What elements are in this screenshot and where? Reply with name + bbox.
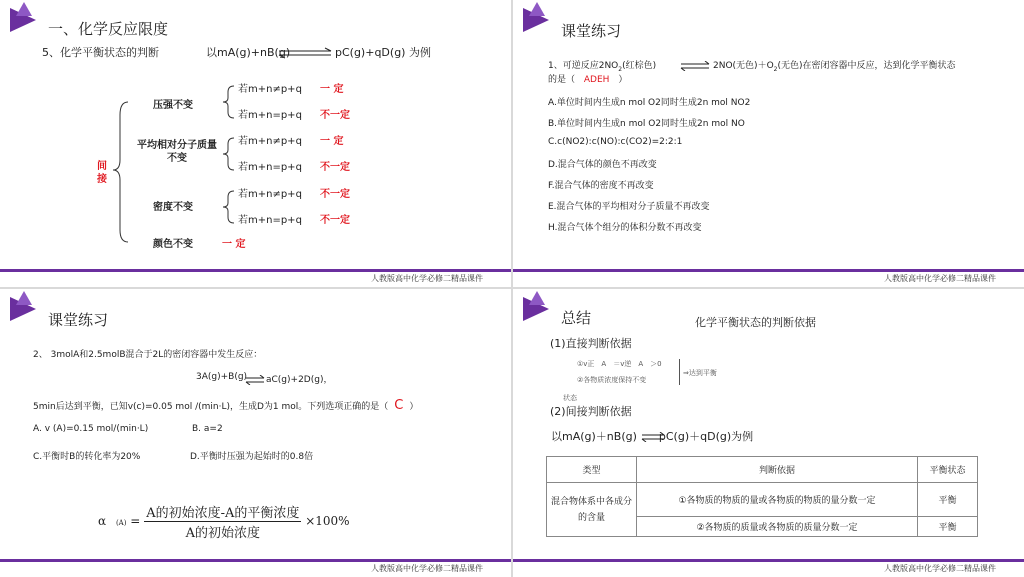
direct-rule-2: ②各物质浓度保持不变 bbox=[577, 376, 647, 384]
condition-text: 若m+n=p+q bbox=[238, 162, 302, 173]
option-a: A. v (A)=0.15 mol/(min·L) bbox=[33, 424, 149, 434]
footer-line bbox=[513, 269, 1024, 272]
answer-text: ADEH bbox=[583, 75, 610, 85]
conversion-formula bbox=[98, 502, 350, 541]
formula-subscript: (A) bbox=[115, 519, 127, 527]
reaction-right: aC(g)+2D(g)， bbox=[266, 375, 333, 385]
footer-line bbox=[0, 559, 511, 562]
formula-numerator: A的初始浓度-A的平衡浓度 bbox=[144, 502, 301, 522]
option-d: D.平衡时压强为起始时的0.8倍 bbox=[190, 452, 314, 462]
direct-result: ⇒达到平衡 bbox=[683, 369, 717, 377]
table-header: 平衡状态 bbox=[918, 457, 978, 483]
question-text: (无色)在密闭容器中反应，达到化学平衡状态 bbox=[777, 61, 956, 71]
table-cell-basis: ①各物质的物质的量或各物质的物质的量分数一定 bbox=[637, 483, 918, 517]
example-reaction: 以mA(g)＋nB(g) pC(g)＋qD(g)为例 bbox=[551, 430, 754, 443]
formula-tail: ×100% bbox=[305, 514, 350, 528]
table-cell-type: 混合物体系中各成分的含量 bbox=[547, 483, 637, 537]
formula-fraction bbox=[144, 502, 301, 541]
option-c: C.c(NO2):c(NO):c(CO2)=2:2:1 bbox=[548, 137, 683, 147]
table-cell-basis: ②各物质的质量或各物质的质量分数一定 bbox=[637, 517, 918, 537]
reaction-right: pC(g)+qD(g) 为例 bbox=[335, 46, 431, 59]
condition-text: 若m+n=p+q bbox=[238, 110, 302, 121]
option-c: C.平衡时B的转化率为20% bbox=[33, 452, 141, 462]
color-label: 颜色不变 bbox=[153, 239, 193, 250]
state-word: 状态 bbox=[563, 394, 577, 402]
subscript: 2 bbox=[618, 65, 623, 73]
reaction-left: 3A(g)+B(g) bbox=[196, 372, 248, 382]
table-row bbox=[547, 483, 978, 517]
question-text: (红棕色) bbox=[622, 61, 657, 71]
slide-title: 课堂练习 bbox=[561, 22, 622, 40]
reversible-arrow-icon bbox=[245, 375, 265, 385]
direct-basis-heading: (1)直接判断依据 bbox=[550, 337, 632, 350]
question-text: ） bbox=[618, 75, 628, 85]
question-text: 5min后达到平衡，已知v(c)=0.05 mol /(min·L)，生成D为1 mol。下列选项正确的是（ bbox=[33, 402, 389, 412]
reversible-arrow-icon bbox=[680, 61, 710, 71]
center-title: 化学平衡状态的判断依据 bbox=[695, 316, 816, 329]
question-text: ） bbox=[409, 402, 419, 412]
answer-text: C bbox=[394, 398, 404, 413]
table-header-row bbox=[547, 457, 978, 483]
footer-text: 人教版高中化学必修二精品课件 bbox=[884, 274, 996, 283]
option-f: F.混合气体的密度不再改变 bbox=[548, 181, 654, 191]
group-label: 平均相对分子质量不变 bbox=[137, 140, 217, 164]
option-a: A.单位时间内生成n mol O2同时生成2n mol NO2 bbox=[548, 98, 751, 108]
result-text: 一 定 bbox=[320, 84, 344, 95]
question-text: 2NO(无色)＋O bbox=[713, 61, 774, 71]
slide-practice-2 bbox=[0, 289, 511, 577]
indirect-basis-heading: (2)间接判断依据 bbox=[550, 405, 632, 418]
condition-text: 若m+n=p+q bbox=[238, 215, 302, 226]
result-text: 不一定 bbox=[320, 162, 350, 173]
table-header: 判断依据 bbox=[637, 457, 918, 483]
summary-table bbox=[546, 456, 978, 537]
question-line-1 bbox=[548, 58, 656, 73]
condition-text: 若m+n≠p+q bbox=[238, 189, 302, 200]
brace-line bbox=[679, 359, 680, 385]
footer-text: 人教版高中化学必修二精品课件 bbox=[371, 274, 483, 283]
direct-rule-1: ①v正 A ＝v逆 A ＞0 bbox=[577, 360, 662, 368]
question-line-3 bbox=[33, 398, 418, 413]
slide-subheading: 5、化学平衡状态的判断 bbox=[42, 46, 159, 59]
group-label: 压强不变 bbox=[153, 100, 193, 111]
formula-denominator: A的初始浓度 bbox=[185, 526, 260, 541]
question-line-1b bbox=[713, 58, 956, 73]
formula-alpha: α bbox=[98, 514, 107, 528]
option-b: B. a=2 bbox=[192, 424, 223, 434]
result-text: 一 定 bbox=[320, 136, 344, 147]
table-cell-state: 平衡 bbox=[918, 483, 978, 517]
question-line-1: 2、 3molA和2.5molB混合于2L的密闭容器中发生反应： bbox=[33, 350, 263, 360]
slide-practice-1 bbox=[513, 0, 1024, 287]
condition-text: 若m+n≠p+q bbox=[238, 136, 302, 147]
slide-summary bbox=[513, 289, 1024, 577]
question-text: 的是（ bbox=[548, 75, 576, 85]
slide-heading: 一、化学反应限度 bbox=[48, 20, 169, 38]
table-cell-state: 平衡 bbox=[918, 517, 978, 537]
title-triangle-accent-icon bbox=[529, 291, 545, 305]
footer-text: 人教版高中化学必修二精品课件 bbox=[884, 564, 996, 573]
result-text: 不一定 bbox=[320, 215, 350, 226]
subscript: 2 bbox=[773, 65, 778, 73]
table-header: 类型 bbox=[547, 457, 637, 483]
slide-title: 总结 bbox=[561, 309, 592, 327]
slide-equilibrium-limit bbox=[0, 0, 511, 287]
option-b: B.单位时间内生成n mol O2同时生成2n mol NO bbox=[548, 119, 745, 129]
title-triangle-accent-icon bbox=[16, 291, 32, 305]
formula-equals: = bbox=[130, 514, 141, 528]
slide-title: 课堂练习 bbox=[48, 311, 109, 329]
condition-text: 若m+n≠p+q bbox=[238, 84, 302, 95]
reversible-arrow-icon bbox=[641, 432, 665, 442]
footer-line bbox=[513, 559, 1024, 562]
color-result: 一 定 bbox=[222, 239, 246, 250]
option-d: D.混合气体的颜色不再改变 bbox=[548, 160, 657, 170]
footer-line bbox=[0, 269, 511, 272]
group-label: 密度不变 bbox=[153, 202, 193, 213]
result-text: 不一定 bbox=[320, 189, 350, 200]
question-text: 1、可逆反应2NO bbox=[548, 61, 619, 71]
option-e: E.混合气体的平均相对分子质量不再改变 bbox=[548, 202, 710, 212]
title-triangle-accent-icon bbox=[529, 2, 545, 16]
option-h: H.混合气体个组分的体积分数不再改变 bbox=[548, 223, 702, 233]
footer-text: 人教版高中化学必修二精品课件 bbox=[371, 564, 483, 573]
indirect-label: 间接 bbox=[97, 161, 107, 185]
reaction-left: 以mA(g)+nB(g) bbox=[206, 46, 291, 59]
result-text: 不一定 bbox=[320, 110, 350, 121]
question-line-2 bbox=[548, 72, 627, 85]
